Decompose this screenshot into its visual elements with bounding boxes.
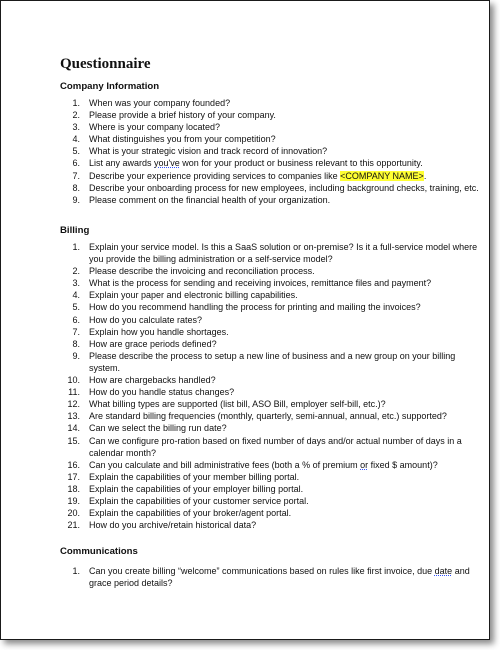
question-text: Where is your company located?: [89, 122, 221, 133]
question-number: 13.: [67, 411, 80, 422]
question-number: 1.: [72, 566, 80, 576]
question-text: How do you calculate rates?: [89, 314, 203, 325]
question-text: When was your company founded?: [89, 98, 231, 108]
question-number: 14.: [67, 423, 80, 434]
question-number: 18.: [67, 483, 80, 494]
question-number: 5.: [72, 302, 80, 313]
question-text: Explain your paper and electronic billing capabilities.: [89, 290, 298, 301]
question-text: Explain the capabilities of your employer billing portal.: [89, 483, 304, 494]
question-item: [72, 241, 479, 265]
communications-questions-list: [60, 565, 479, 589]
question-item: [72, 109, 479, 121]
question-number: 1.: [72, 242, 80, 252]
question-item: [72, 265, 479, 277]
question-text: Explain your service model. Is this a SaaS solution or on-premise? Is it a full-service model where you provide the billing administration or a self-service model?: [89, 242, 478, 265]
question-item: [67, 471, 479, 483]
document-title: Questionnaire: [60, 56, 151, 72]
question-item: [72, 314, 479, 326]
question-number: 9.: [72, 194, 80, 205]
question-item: [72, 277, 479, 289]
highlighted-placeholder: <COMPANY NAME>: [340, 170, 424, 181]
question-item: [67, 410, 479, 422]
section-heading-company: Company Information: [60, 81, 160, 92]
question-item: [72, 194, 479, 206]
question-text: How are grace periods defined?: [89, 338, 217, 349]
question-number: 9.: [72, 350, 80, 361]
question-number: 16.: [67, 459, 80, 470]
question-text: How do you handle status changes?: [89, 387, 235, 398]
question-number: 3.: [72, 122, 80, 133]
proofing-flagged-word: you've: [154, 158, 180, 169]
question-text: and grace period details?: [89, 566, 470, 589]
question-text: Describe your experience providing services to companies like: [89, 170, 341, 181]
question-item: [72, 121, 479, 133]
question-item: [72, 133, 479, 145]
question-number: 19.: [67, 495, 80, 506]
question-number: 12.: [67, 399, 80, 410]
question-item: [72, 301, 479, 313]
question-number: 10.: [67, 375, 80, 386]
question-number: 7.: [72, 170, 80, 181]
question-item: [72, 565, 479, 589]
question-item: [72, 145, 479, 157]
question-item: [67, 507, 479, 519]
question-number: 20.: [67, 508, 80, 519]
question-item: [67, 459, 479, 471]
question-item: [72, 182, 479, 194]
question-item: [72, 326, 479, 338]
question-number: 3.: [72, 278, 80, 289]
question-text: Please describe the invoicing and reconciliation process.: [89, 266, 315, 277]
question-item: [67, 435, 479, 459]
question-number: 8.: [72, 338, 80, 349]
question-text: How do you recommend handling the process for printing and mailing the invoices?: [89, 302, 421, 313]
question-text: How are chargebacks handled?: [89, 375, 216, 386]
question-number: 6.: [72, 158, 80, 169]
question-text: List any awards: [89, 158, 155, 169]
question-text: What distinguishes you from your competition?: [89, 134, 276, 145]
question-item: [67, 519, 479, 531]
company-questions-list: [60, 97, 479, 206]
question-item: [72, 289, 479, 301]
question-item: [68, 386, 479, 398]
section-heading-communications: Communications: [60, 546, 138, 557]
question-item: [67, 422, 479, 434]
question-text: Please describe the process to setup a new line of business and a new group on your billing system.: [89, 350, 456, 373]
question-item: [67, 374, 479, 386]
question-text: Can you create billing “welcome” communications based on rules like first invoice, due: [89, 566, 435, 576]
question-item: [72, 170, 479, 182]
question-text: Explain how you handle shortages.: [89, 326, 229, 337]
question-text: What is your strategic vision and track record of innovation?: [89, 146, 328, 157]
question-text: Explain the capabilities of your member billing portal.: [89, 471, 300, 482]
question-text: What is the process for sending and receiving invoices, remittance files and payment?: [89, 278, 432, 289]
question-text: .: [423, 170, 427, 181]
question-number: 15.: [67, 435, 80, 446]
section-heading-billing: Billing: [60, 225, 90, 236]
question-text: Are standard billing frequencies (monthly, quarterly, semi-annual, annual, etc.) supported?: [89, 411, 447, 422]
question-item: [67, 483, 479, 495]
question-number: 4.: [72, 290, 80, 301]
question-number: 8.: [72, 182, 80, 193]
question-number: 21.: [67, 520, 80, 531]
question-text: won for your product or business relevant to this opportunity.: [179, 158, 423, 169]
question-item: [72, 350, 479, 374]
question-item: [72, 157, 479, 169]
question-text: How do you archive/retain historical data?: [89, 520, 257, 531]
question-text: Please comment on the financial health of your organization.: [89, 194, 331, 205]
question-number: 6.: [72, 314, 80, 325]
question-item: [72, 338, 479, 350]
question-text: What billing types are supported (list bill, ASO Bill, employer self-bill, etc.)?: [89, 399, 386, 410]
question-number: 11.: [68, 387, 80, 398]
question-text: Explain the capabilities of your customer service portal.: [89, 495, 309, 506]
question-item: [67, 495, 479, 507]
question-number: 5.: [72, 146, 80, 157]
question-number: 4.: [72, 134, 80, 145]
question-text: Explain the capabilities of your broker/agent portal.: [89, 508, 292, 519]
question-text: Describe your onboarding process for new employees, including background checks, training, etc.: [89, 182, 479, 193]
question-text: Can we configure pro-ration based on fixed number of days and/or actual number of days in a calendar month?: [89, 435, 462, 458]
question-text: Can you calculate and bill administrative fees (both a % of premium: [89, 459, 361, 470]
question-number: 2.: [72, 110, 80, 121]
proofing-flagged-word: or: [360, 459, 369, 470]
question-text: Please provide a brief history of your company.: [89, 110, 276, 121]
question-text: Can we select the billing run date?: [89, 423, 227, 434]
proofing-flagged-word: date: [434, 566, 453, 576]
question-number: 7.: [72, 326, 80, 337]
question-number: 17.: [67, 471, 80, 482]
question-text: fixed $ amount)?: [368, 459, 438, 470]
question-item: [67, 398, 479, 410]
question-number: 2.: [72, 266, 80, 277]
question-item: [72, 97, 479, 109]
billing-questions-list: [60, 241, 479, 531]
question-number: 1.: [72, 98, 80, 108]
